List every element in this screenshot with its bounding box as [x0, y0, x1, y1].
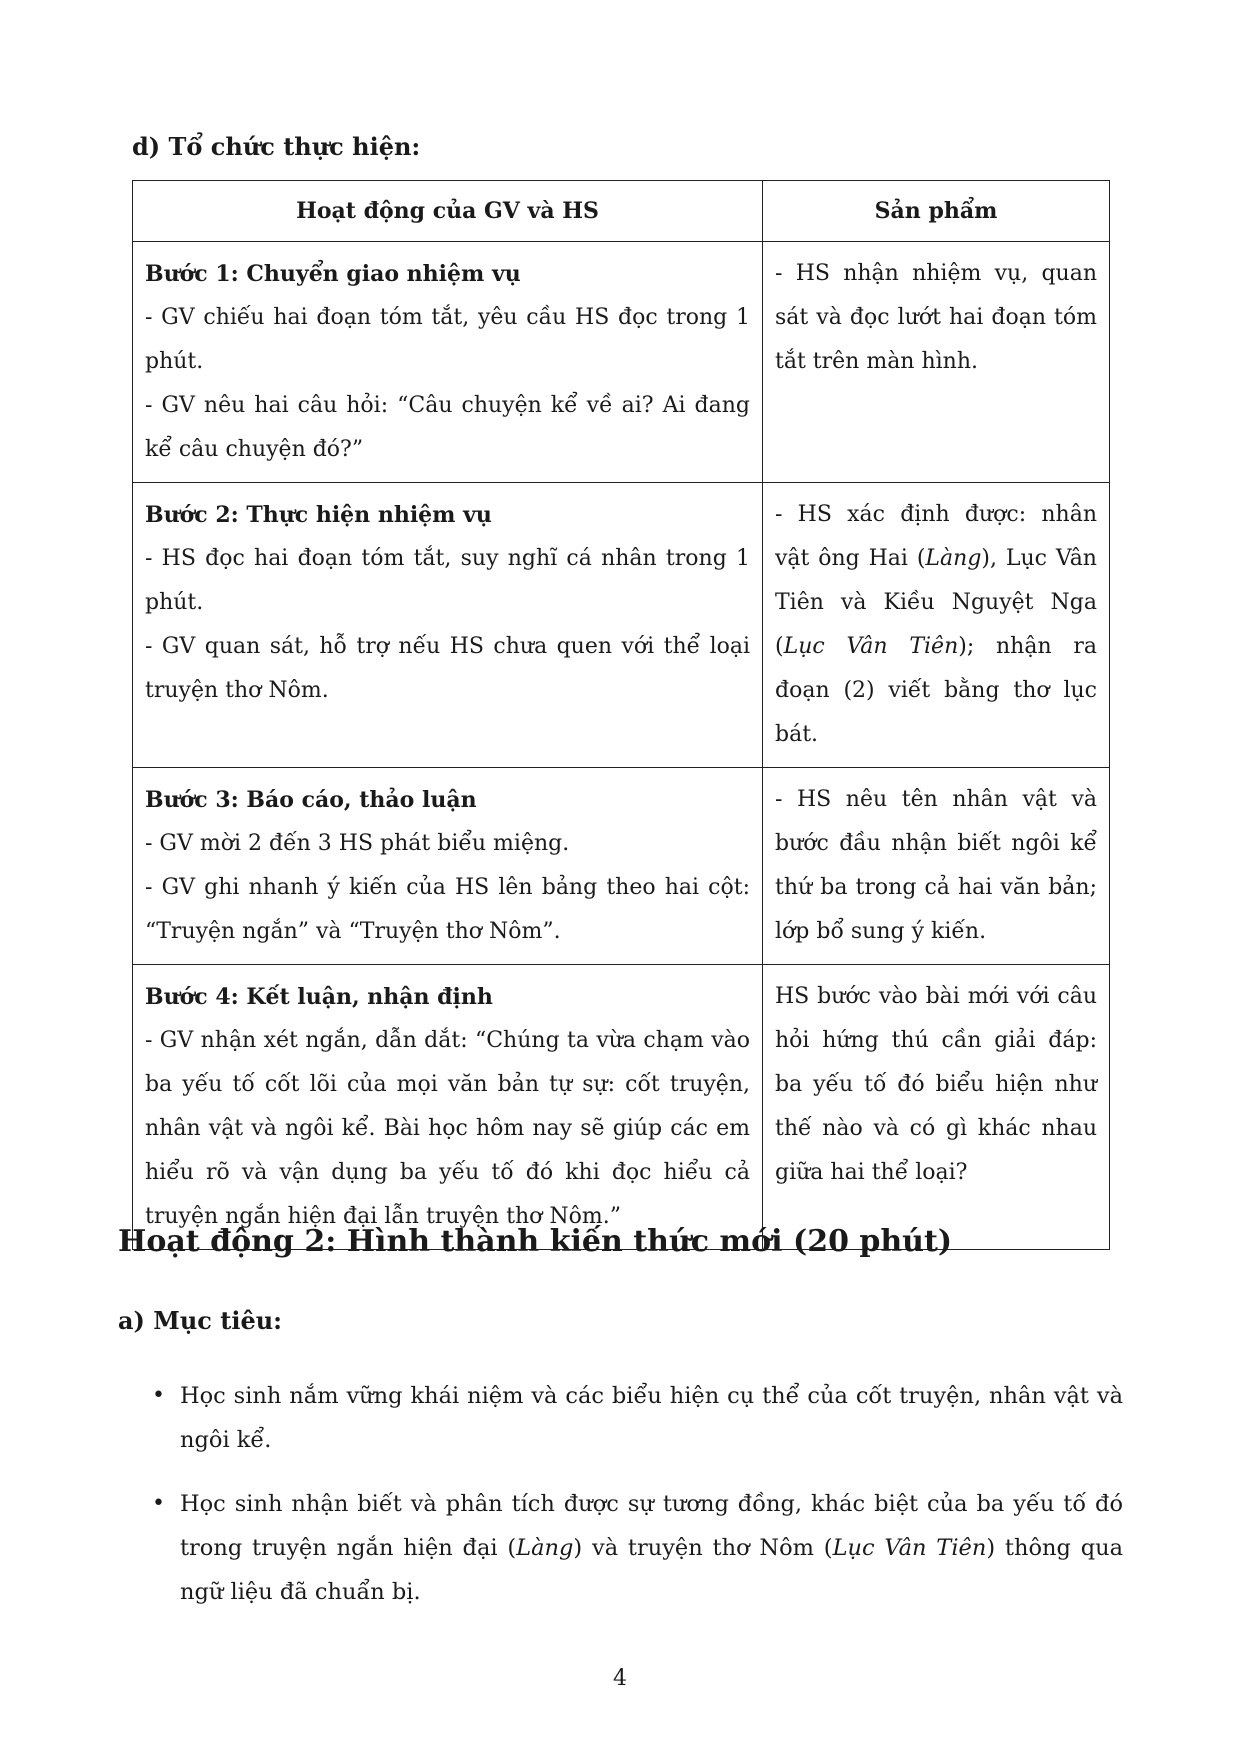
section-d-heading: d) Tổ chức thực hiện: — [132, 132, 421, 161]
activity-line: - GV nhận xét ngắn, dẫn dắt: “Chúng ta vừa chạm vào ba yếu tố cốt lõi của mọi văn bản tự sự: cốt truyện, nhân vật và ngôi kể. Bài học hôm nay sẽ giúp các em hiểu rõ và vận dụng ba yếu tố đó khi đọc hiểu cả truyện ngắn hiện đại lẫn truyện thơ Nôm.” — [145, 1028, 750, 1229]
work-title: Lục Vân Tiên — [783, 634, 959, 659]
bullet-icon: • — [152, 1491, 165, 1516]
activity-cell — [133, 768, 763, 965]
work-title: Làng — [516, 1535, 574, 1561]
activity-cell — [133, 965, 763, 1250]
product-text: - HS nêu tên nhân vật và bước đầu nhận biết ngôi kể thứ ba trong cả hai văn bản; lớp bổ sung ý kiến. — [775, 787, 1097, 944]
step-title: Bước 4: Kết luận, nhận định — [145, 984, 493, 1010]
table-row — [133, 242, 1110, 483]
product-cell — [763, 768, 1110, 965]
work-title: Làng — [925, 546, 982, 571]
work-title: Lục Vân Tiên — [832, 1535, 987, 1561]
page-number: 4 — [613, 1666, 627, 1691]
activity-cell — [133, 483, 763, 768]
activity2-title: Hoạt động 2: Hình thành kiến thức mới (20 phút) — [118, 1224, 953, 1259]
column-header-product: Sản phẩm — [763, 181, 1110, 242]
product-text: - HS xác định được: nhân vật ông Hai (Làng), Lục Vân Tiên và Kiều Nguyệt Nga (Lục Vân Tiên); nhận ra đoạn (2) viết bằng thơ lục bát. — [775, 502, 1097, 747]
step-title: Bước 2: Thực hiện nhiệm vụ — [145, 502, 492, 528]
column-header-activities: Hoạt động của GV và HS — [133, 181, 763, 242]
product-text: - HS nhận nhiệm vụ, quan sát và đọc lướt hai đoạn tóm tắt trên màn hình. — [775, 261, 1097, 374]
step-title: Bước 1: Chuyển giao nhiệm vụ — [145, 261, 521, 287]
table-row — [133, 965, 1110, 1250]
activity-plan-table — [132, 180, 1110, 1250]
objectives-heading: a) Mục tiêu: — [118, 1306, 283, 1335]
product-cell — [763, 242, 1110, 483]
activity-cell — [133, 242, 763, 483]
product-cell — [763, 483, 1110, 768]
activity-line: - GV nêu hai câu hỏi: “Câu chuyện kể về ai? Ai đang kể câu chuyện đó?” — [145, 393, 750, 462]
activity-line: - HS đọc hai đoạn tóm tắt, suy nghĩ cá nhân trong 1 phút. — [145, 546, 750, 615]
list-item: • Học sinh nắm vững khái niệm và các biểu hiện cụ thể của cốt truyện, nhân vật và ngôi kể. — [148, 1374, 1123, 1462]
step-title: Bước 3: Báo cáo, thảo luận — [145, 787, 477, 813]
activity-line: - GV ghi nhanh ý kiến của HS lên bảng theo hai cột: “Truyện ngắn” và “Truyện thơ Nôm”. — [145, 875, 750, 944]
table-row — [133, 768, 1110, 965]
table-header-row — [133, 181, 1110, 242]
objectives-list — [148, 1374, 1123, 1634]
list-item: • Học sinh nhận biết và phân tích được sự tương đồng, khác biệt của ba yếu tố đó trong truyện ngắn hiện đại (Làng) và truyện thơ Nôm (Lục Vân Tiên) thông qua ngữ liệu đã chuẩn bị. — [148, 1482, 1123, 1614]
bullet-icon: • — [152, 1383, 165, 1408]
table-row — [133, 483, 1110, 768]
product-text: HS bước vào bài mới với câu hỏi hứng thú cần giải đáp: ba yếu tố đó biểu hiện như thế nào và có gì khác nhau giữa hai thể loại? — [775, 984, 1097, 1185]
activity-line: - GV quan sát, hỗ trợ nếu HS chưa quen với thể loại truyện thơ Nôm. — [145, 634, 750, 703]
activity-line: - GV mời 2 đến 3 HS phát biểu miệng. — [145, 831, 570, 856]
activity-line: - GV chiếu hai đoạn tóm tắt, yêu cầu HS đọc trong 1 phút. — [145, 305, 750, 374]
product-cell — [763, 965, 1110, 1250]
